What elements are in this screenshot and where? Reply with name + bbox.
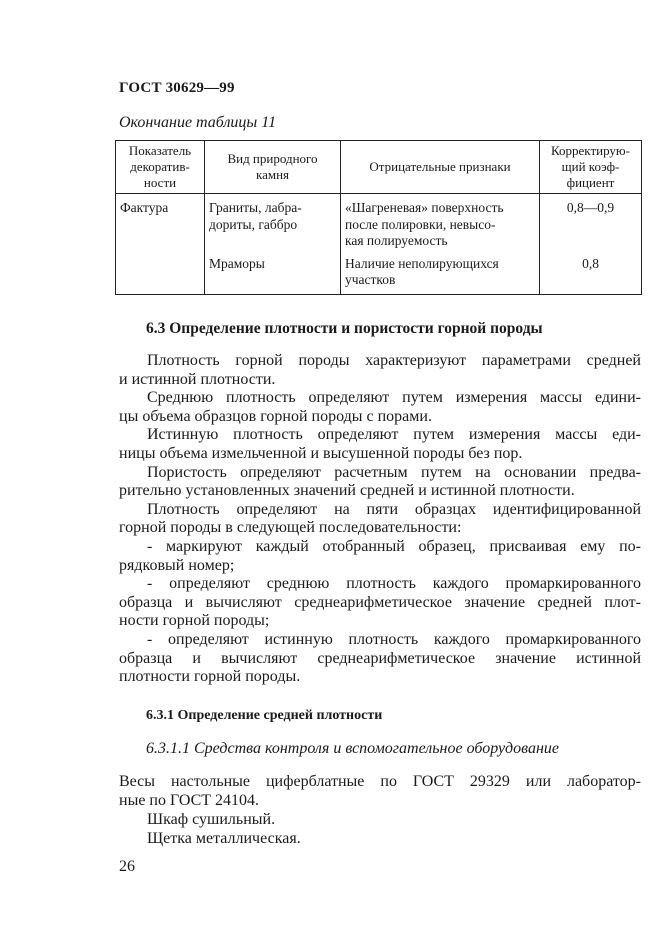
- paragraph-line: образца и вычисляют среднеарифметическое значение истинной: [119, 649, 641, 667]
- paragraph-line: Плотность определяют на пяти образцах идентифицированной: [147, 500, 641, 518]
- table-header-row: [116, 141, 642, 194]
- section-title: 6.3 Определение плотности и пористости горной породы: [146, 320, 543, 337]
- paragraph-line: Истинную плотность определяют путем измерения массы еди-: [147, 426, 641, 444]
- paragraph-line: Пористость определяют расчетным путем на основании предва-: [147, 463, 641, 481]
- page-number: 26: [119, 858, 135, 875]
- header-negative-signs: Отрицательные признаки: [341, 141, 540, 194]
- table-caption: Окончание таблицы 11: [119, 114, 277, 131]
- paragraph-line: - определяют среднюю плотность каждого промаркированного: [147, 575, 641, 593]
- subsection-title: 6.3.1 Определение средней плотности: [146, 708, 383, 723]
- paragraph-line: рительно установленных значений средней и истинной плотности.: [119, 482, 575, 500]
- header-indicator: Показатель декоратив- ности: [116, 141, 205, 194]
- equipment-line: Весы настольные циферблатные по ГОСТ 29329 или лаборатор-: [119, 773, 641, 790]
- paragraph-line: - определяют истинную плотность каждого промаркированного: [147, 630, 641, 648]
- document-header: ГОСТ 30629—99: [119, 80, 235, 96]
- equipment-line: Щетка металлическая.: [147, 830, 301, 847]
- cell-signs: «Шагреневая» поверхность после полировки, невысо- кая полируемость: [341, 194, 540, 252]
- paragraph-line: образца и вычисляют среднеарифметическое значение средней плот-: [119, 593, 641, 611]
- cell-stone: Граниты, лабра- дориты, габбро: [205, 194, 341, 252]
- cell-coefficient: 0,8: [540, 252, 642, 295]
- paragraph-line: - маркируют каждый отобранный образец, присваивая ему по-: [147, 537, 641, 555]
- paragraph-line: плотности горной породы.: [119, 668, 301, 686]
- table-row: [116, 194, 642, 252]
- cell-indicator: Фактура: [116, 194, 205, 295]
- section-body: [119, 352, 641, 687]
- cell-stone: Мраморы: [205, 252, 341, 295]
- paragraph-line: Плотность горной породы характеризуют параметрами средней: [147, 352, 641, 369]
- equipment-list: [119, 772, 641, 848]
- cell-signs: Наличие неполирующихся участков: [341, 252, 540, 295]
- paragraph-line: цы объема образцов горной породы с порами.: [119, 407, 432, 425]
- cell-coefficient: 0,8—0,9: [540, 194, 642, 252]
- equipment-line: ные по ГОСТ 24104.: [119, 792, 260, 809]
- equipment-line: Шкаф сушильный.: [147, 811, 276, 828]
- data-table: [115, 140, 642, 295]
- paragraph-line: горной породы в следующей последовательности:: [119, 519, 462, 537]
- header-coefficient: Корректирую- щий коэф- фициент: [540, 141, 642, 194]
- paragraph-line: ности горной породы;: [119, 612, 270, 630]
- header-stone-type: Вид природного камня: [205, 141, 341, 194]
- paragraph-line: Среднюю плотность определяют путем измерения массы едини-: [147, 389, 641, 407]
- subsubsection-title: 6.3.1.1 Средства контроля и вспомогательное оборудование: [146, 740, 560, 757]
- paragraph-line: и истинной плотности.: [119, 370, 276, 388]
- paragraph-line: рядковый номер;: [119, 556, 235, 574]
- paragraph-line: ницы объема измельченной и высушенной породы без пор.: [119, 444, 523, 462]
